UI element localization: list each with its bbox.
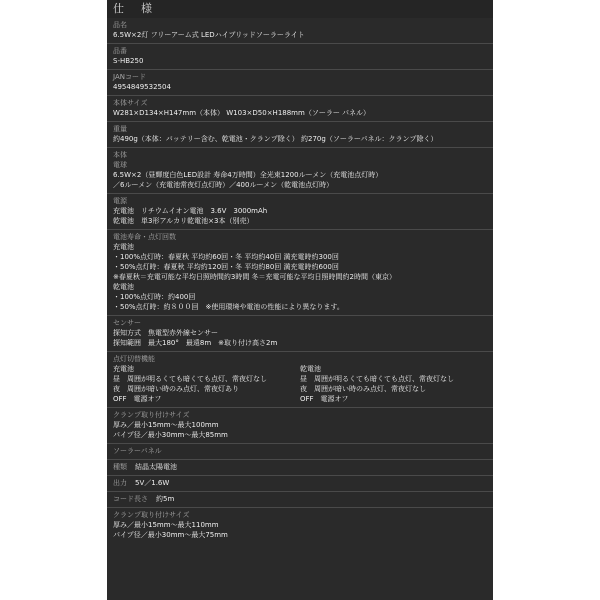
power-line1: 充電池 リチウムイオン電池 3.6V 3000mAh [113,207,268,215]
spec-panel [107,0,493,600]
jan-section [107,70,493,96]
solar-output-label: 出力 [113,479,127,487]
power-label: 電源 [113,197,127,205]
sensor-line1: 探知方式 焦電型赤外線センサー [113,329,218,337]
bulb-line1: 6.5W×2（昼輝度白色LED設計 寿命4万時間）全光束1200ルーメン（充電池点灯時） [113,171,383,179]
battery-life-line: ・100%点灯時：約400回 [113,293,196,301]
battery-life-line: ※春夏秋＝充電可能な平均日照時間約3時間 冬＝充電可能な平均日照時間約2時間（東京） [113,273,396,281]
product-name-section [107,18,493,44]
body-clamp-section [107,408,493,444]
model-value: S-HB250 [113,57,144,65]
battery-life-line: ・50%点灯時：春夏秋 平均約120回・冬 平均約80回 満充電時約600回 [113,263,339,271]
size-section [107,96,493,122]
cord-length-value: 約5m [156,495,175,503]
mode-line: OFF 電源オフ [113,395,162,403]
spec-title: 仕 様 [107,0,493,18]
jan-value: 4954849532504 [113,83,171,91]
solar-clamp-line1: 厚み／最小15mm〜最大110mm [113,521,219,529]
weight-section [107,122,493,148]
power-section [107,194,493,230]
jan-label: JANコード [113,73,146,81]
power-line2: 乾電池 単3形アルカリ乾電池×3本（別売） [113,217,254,225]
mode-line: 夜 周囲が暗い時のみ点灯、常夜灯なし [300,385,426,393]
solar-clamp-line2: パイプ径／最小30mm〜最大75mm [113,531,228,539]
body-clamp-line1: 厚み／最小15mm〜最大100mm [113,421,219,429]
solar-type-label: 種類 [113,463,127,471]
solar-output-section [107,476,493,492]
model-label: 品番 [113,47,127,55]
mode-line: 充電池 [113,365,134,373]
solar-clamp-label: クランプ取り付けサイズ [113,511,190,519]
product-name-label: 品名 [113,21,127,29]
cord-length-label: コード長さ [113,495,148,503]
sensor-section [107,316,493,352]
solar-clamp-section [107,508,493,543]
mode-line: 昼 周囲が明るくても暗くても点灯、常夜灯なし [113,375,267,383]
battery-life-line: 乾電池 [113,283,134,291]
solar-panel-section [107,444,493,460]
battery-life-line: ・100%点灯時：春夏秋 平均約60回・冬 平均約40回 満充電時約300回 [113,253,339,261]
weight-value: 約490g（本体：バッテリー含む、乾電池・クランプ除く） 約270g（ソーラーパネル：クランプ除く） [113,135,438,143]
sensor-label: センサー [113,319,141,327]
solar-output-value: 5V／1.6W [135,479,170,487]
body-clamp-line2: パイプ径／最小30mm〜最大85mm [113,431,228,439]
lighting-mode-columns [113,364,487,404]
battery-life-line: ・50%点灯時：約８００回 ※使用環境や電池の性能により異なります。 [113,303,344,311]
dry-battery-mode-column [300,364,487,404]
lighting-mode-label: 点灯切替機能 [113,355,155,363]
cord-length-section [107,492,493,508]
model-section [107,44,493,70]
solar-panel-label: ソーラーパネル [113,447,162,455]
solar-type-section [107,460,493,476]
lighting-mode-section [107,352,493,408]
mode-line: 乾電池 [300,365,321,373]
battery-life-label: 電池寿命・点灯回数 [113,233,176,241]
bulb-line2: ／6ルーメン（充電池常夜灯点灯時）／400ルーメン（乾電池点灯時） [113,181,334,189]
battery-life-line: 充電池 [113,243,134,251]
mode-line: 昼 周囲が明るくても暗くても点灯、常夜灯なし [300,375,454,383]
body-clamp-label: クランプ取り付けサイズ [113,411,190,419]
mode-line: OFF 電源オフ [300,395,349,403]
battery-life-section [107,230,493,316]
body-label: 本体 [113,151,127,159]
size-value: W281×D134×H147mm（本体） W103×D50×H188mm（ソーラー パネル） [113,109,371,117]
sensor-line2: 探知範囲 最大180° 最遠8m ※取り付け高さ2m [113,339,278,347]
mode-line: 夜 周囲が暗い時のみ点灯、常夜灯あり [113,385,239,393]
bulb-label: 電球 [113,161,127,169]
size-label: 本体サイズ [113,99,148,107]
rechargeable-mode-column [113,364,300,404]
product-name-value: 6.5W×2灯 フリーアーム式 LEDハイブリッドソーラーライト [113,31,305,39]
body-section [107,148,493,194]
weight-label: 重量 [113,125,127,133]
solar-type-value: 結晶太陽電池 [135,463,177,471]
